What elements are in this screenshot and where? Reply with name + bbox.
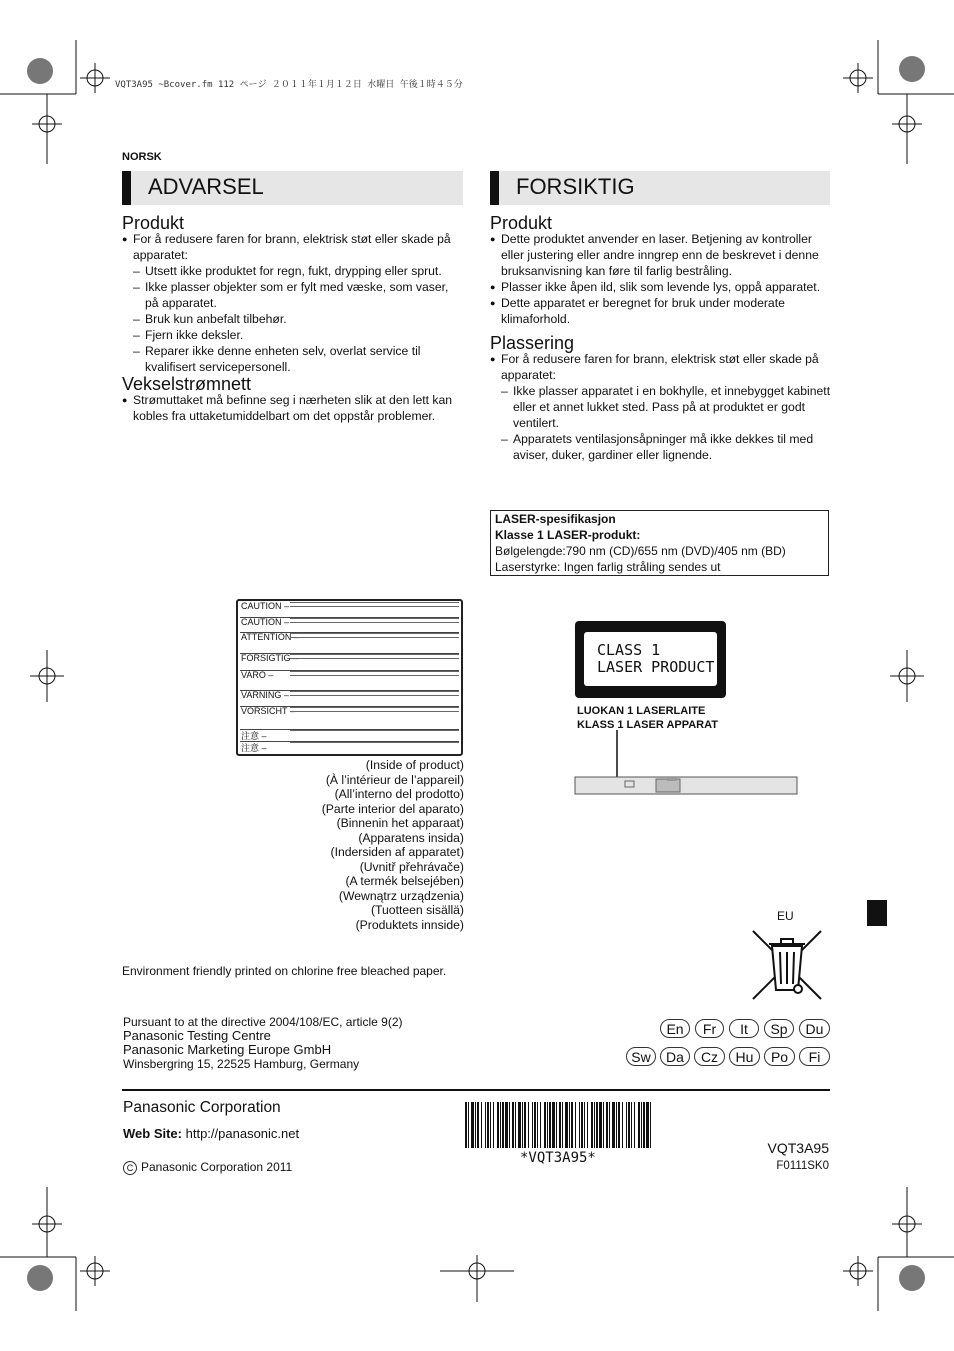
language-label: NORSK (122, 151, 162, 163)
barcode-text: *VQT3A95* (520, 1150, 596, 1166)
class1-laser-label: CLASS 1 LASER PRODUCT (575, 621, 726, 698)
barcode-bar (603, 1102, 604, 1148)
barcode-bar (524, 1102, 526, 1148)
forsiktig-bar (490, 171, 830, 205)
bullet-item: ● Strømuttaket må befinne seg i nærheten slik at den lett kan kobles fra uttaketumiddelbart om det oppstår problemer. (122, 392, 464, 424)
barcode-bar (505, 1102, 508, 1148)
barcode-bar (631, 1102, 632, 1148)
barcode-bar (540, 1102, 541, 1148)
barcode-bar (612, 1102, 615, 1148)
barcode-bar (616, 1102, 617, 1148)
barcode-bar (606, 1102, 608, 1148)
dash-item: – Fjern ikke deksler. (133, 328, 244, 342)
pursuant-block: Pursuant to at the directive 2004/108/EC, article 9(2) Panasonic Testing Centre Panasonic Marketing Europe GmbH Winsbergring 15, 22525 Hamburg, Germany (123, 1015, 403, 1071)
barcode-bar (643, 1102, 645, 1148)
barcode-bar (493, 1102, 494, 1148)
inside-product-list: (Inside of product) (À l’intérieur de l’appareil) (All’interno del prodotto) (Parte interior del aparato) (Binnenin het apparaat) (Apparatens insida) (Indersiden af apparatet) (Uvnitř přehrávače) (A termék belsejében) (Wewnątrz urządzenia) (Tuotteen sisällä) (Produktets innside) (321, 758, 464, 932)
barcode-bar (622, 1102, 623, 1148)
vekselstromnett-heading: Vekselstrømnett (122, 374, 252, 394)
lang-chip: Sp (764, 1019, 794, 1038)
barcode-bar (638, 1102, 640, 1148)
copyright-icon: C (123, 1161, 137, 1175)
barcode-bar (562, 1102, 563, 1148)
barcode-bar (471, 1102, 474, 1148)
barcode-bar (500, 1102, 501, 1148)
barcode-bar (468, 1102, 469, 1148)
barcode-bar (569, 1102, 570, 1148)
barcode-bar (552, 1102, 555, 1148)
lang-chip: Fi (799, 1047, 830, 1066)
warning-key: VARNING – (241, 690, 289, 700)
page-tab-marker (867, 900, 887, 926)
barcode-bar (581, 1102, 583, 1148)
barcode-bar (650, 1102, 651, 1148)
barcode-bar (556, 1102, 557, 1148)
barcode-bar (487, 1102, 489, 1148)
barcode-bar (490, 1102, 491, 1148)
language-chips-row2 (626, 1047, 830, 1066)
dash-item: – Ikke plasser apparatet i en bokhylle, et innebygget kabinett eller et annet lukket sted. Pass på at produktet er godt ventilert. (501, 384, 831, 430)
barcode-bar (594, 1102, 595, 1148)
footer-rule (122, 1089, 830, 1091)
barcode-bar (512, 1102, 514, 1148)
barcode-bar (626, 1102, 627, 1148)
barcode-bar (571, 1102, 573, 1148)
dash-item: – Ikke plasser objekter som er fylt med væske, som vaser, på apparatet. (133, 280, 449, 310)
laser-spec-title: LASER-spesifikasjon (495, 512, 616, 526)
lang-chip: Da (660, 1047, 690, 1066)
print-code: F0111SK0 (776, 1160, 829, 1172)
warning-key: 注意 – (241, 731, 267, 741)
eu-label: EU (777, 909, 794, 923)
print-header: VQT3A95 ~Bcover.fm 112 ページ ２０１１年１月１２日 水曜日 午後１時４５分 (115, 80, 463, 90)
barcode-bar (532, 1102, 533, 1148)
warning-key: ATTENTION – (241, 632, 299, 642)
produkt-heading: Produkt (122, 213, 185, 233)
advarsel-title: ADVARSEL (148, 174, 264, 199)
laser-power: Laserstyrke: Ingen farlig stråling sendes ut (495, 560, 721, 574)
barcode-bar (575, 1102, 576, 1148)
lang-chip: Cz (694, 1047, 725, 1066)
barcode-bar (481, 1102, 482, 1148)
warning-key: 注意 – (241, 743, 267, 753)
laser-warning-label (236, 599, 463, 756)
barcode-bar (641, 1102, 642, 1148)
website-line: Web Site: http://panasonic.net (123, 1126, 300, 1141)
laser-spec-subtitle: Klasse 1 LASER-produkt: (495, 528, 641, 542)
warning-key: FORSIGTIG – (241, 653, 299, 663)
barcode-bar (609, 1102, 610, 1148)
barcode-bar (534, 1102, 536, 1148)
barcode-bar (634, 1102, 635, 1148)
bullet-item: ● For å redusere faren for brann, elektrisk støt eller skade på apparatet: (490, 351, 832, 383)
warning-key: CAUTION – (241, 601, 290, 611)
advarsel-bar (122, 171, 463, 205)
device-illustration (570, 730, 805, 800)
barcode (465, 1102, 655, 1150)
barcode-bar (475, 1102, 476, 1148)
barcode-bar (465, 1102, 467, 1148)
barcode-bar (628, 1102, 630, 1148)
barcode-bar (537, 1102, 538, 1148)
barcode-bar (477, 1102, 479, 1148)
lang-chip: It (729, 1019, 759, 1038)
class1-subtext: LUOKAN 1 LASERLAITE KLASS 1 LASER APPARAT (577, 705, 718, 731)
warning-key: VARO – (241, 670, 274, 680)
lang-chip: Fr (695, 1019, 724, 1038)
corporation-name: Panasonic Corporation (123, 1099, 281, 1116)
barcode-bar (579, 1102, 580, 1148)
environment-note: Environment friendly printed on chlorine free bleached paper. (122, 964, 447, 978)
produkt-heading: Produkt (490, 213, 553, 233)
barcode-bar (646, 1102, 649, 1148)
barcode-bar (518, 1102, 521, 1148)
barcode-bar (547, 1102, 548, 1148)
barcode-bar (549, 1102, 551, 1148)
language-chips-row1 (660, 1019, 830, 1038)
laser-spec-box (490, 510, 829, 576)
barcode-bar (591, 1102, 593, 1148)
copyright-line: C Panasonic Corporation 2011 (123, 1160, 292, 1175)
weee-bin-icon (750, 928, 824, 1002)
left-column (122, 215, 464, 424)
barcode-bar (502, 1102, 504, 1148)
lang-chip: Sw (626, 1047, 656, 1066)
right-column (490, 215, 832, 463)
barcode-bar (587, 1102, 588, 1148)
lang-chip: En (660, 1019, 690, 1038)
barcode-bar (528, 1102, 529, 1148)
model-number: VQT3A95 (767, 1140, 829, 1156)
warning-key: VORSICHT – (241, 706, 295, 716)
barcode-bar (559, 1102, 561, 1148)
barcode-bar (596, 1102, 598, 1148)
bullet-item: ● Dette apparatet er beregnet for bruk under moderate klimaforhold. (490, 295, 832, 327)
dash-item: – Bruk kun anbefalt tilbehør. (133, 312, 287, 326)
barcode-bar (544, 1102, 546, 1148)
barcode-bar (485, 1102, 486, 1148)
barcode-bar (497, 1102, 499, 1148)
warning-key: CAUTION – (241, 617, 290, 627)
dash-item: – Apparatets ventilasjonsåpninger må ikke dekkes til med aviser, duker, gardiner eller lignende. (501, 432, 814, 462)
barcode-bar (515, 1102, 516, 1148)
bullet-item: ● Dette produktet anvender en laser. Betjening av kontroller eller justering eller andre inngrep enn de beskrevet i denne bruksanvisning kan føre til farlig bestråling. (490, 231, 832, 279)
website-link[interactable]: http://panasonic.net (185, 1126, 300, 1141)
barcode-bar (565, 1102, 568, 1148)
laser-wavelength: Bølgelengde:790 nm (CD)/655 nm (DVD)/405 nm (BD) (495, 544, 786, 558)
bullet-item: ● For å redusere faren for brann, elektrisk støt eller skade på apparatet: (122, 231, 464, 263)
barcode-bar (599, 1102, 602, 1148)
forsiktig-title: FORSIKTIG (516, 174, 635, 199)
barcode-bar (522, 1102, 523, 1148)
dash-item: – Reparer ikke denne enheten selv, overlat service til kvalifisert servicepersonell. (133, 344, 421, 374)
lang-chip: Hu (729, 1047, 760, 1066)
barcode-bar (509, 1102, 510, 1148)
lang-chip: Du (799, 1019, 830, 1038)
plassering-heading: Plassering (490, 333, 575, 353)
bullet-item: ● Plasser ikke åpen ild, slik som levende lys, oppå apparatet. (490, 279, 832, 295)
barcode-bar (618, 1102, 620, 1148)
barcode-bar (584, 1102, 585, 1148)
dash-item: – Utsett ikke produktet for regn, fukt, drypping eller sprut. (133, 264, 442, 278)
lang-chip: Po (764, 1047, 795, 1066)
